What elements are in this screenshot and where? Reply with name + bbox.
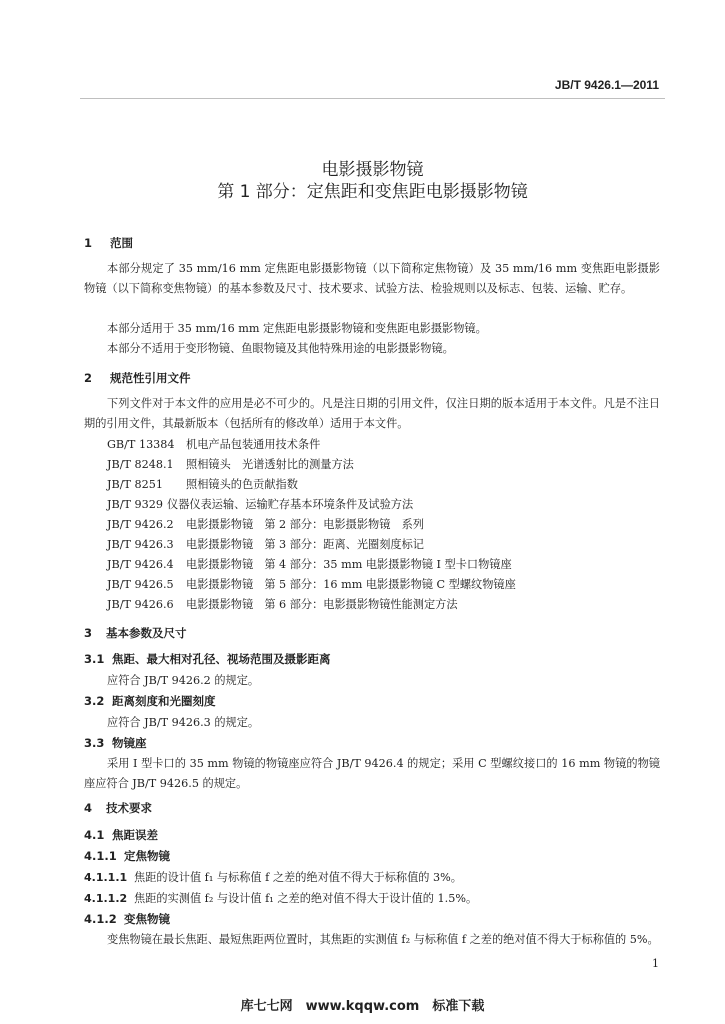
document-subtitle: 第 1 部分：定焦距和变焦距电影摄影物镜 <box>217 182 528 202</box>
section-3-3-heading: 3.3 物镜座 <box>84 736 147 750</box>
section-3-1-text: 应符合 JB/T 9426.2 的规定。 <box>107 674 260 687</box>
footer-watermark: 库七七网 www.kqqw.com 标准下载 <box>240 999 485 1014</box>
section-2-heading: 2 规范性引用文件 <box>84 371 191 385</box>
section-4-1-2-heading: 4.1.2 变焦物镜 <box>84 912 170 926</box>
reference-item: JB/T 9426.6 电影摄影物镜 第 6 部分：电影摄影物镜性能测定方法 <box>107 598 458 611</box>
reference-item: JB/T 9426.4 电影摄影物镜 第 4 部分：35 mm 电影摄影物镜 I 型卡口物镜座 <box>107 558 512 571</box>
section-1-paragraph-1: 本部分规定了 35 mm/16 mm 定焦距电影摄影物镜（以下简称定焦物镜）及 35 mm/16 mm 变焦距电影摄影物镜（以下简称变焦物镜）的基本参数及尺寸、技术要求、试验方法、检验规则以及标志、包装、运输、贮存。 <box>84 262 660 295</box>
section-3-3-text: 采用 I 型卡口的 35 mm 物镜的物镜座应符合 JB/T 9426.4 的规定；采用 C 型螺纹接口的 16 mm 物镜的物镜座应符合 JB/T 9426.5 的规定。 <box>84 757 660 790</box>
section-1-paragraph-3: 本部分不适用于变形物镜、鱼眼物镜及其他特殊用途的电影摄影物镜。 <box>107 342 454 355</box>
section-2-paragraph-1: 下列文件对于本文件的应用是必不可少的。凡是注日期的引用文件，仅注日期的版本适用于本文件。凡是不注日期的引用文件，其最新版本（包括所有的修改单）适用于本文件。 <box>84 397 660 430</box>
section-4-1-1-2: 4.1.1.2 焦距的实测值 f₂ 与设计值 f₁ 之差的绝对值不得大于设计值的 1.5%。 <box>84 892 478 905</box>
reference-item: JB/T 9426.5 电影摄影物镜 第 5 部分：16 mm 电影摄影物镜 C 型螺纹物镜座 <box>107 578 516 591</box>
header-divider <box>80 98 665 99</box>
reference-item: JB/T 8251 照相镜头的色贡献指数 <box>107 478 298 491</box>
standard-code: JB/T 9426.1—2011 <box>554 78 659 92</box>
section-1-heading: 1 范围 <box>84 236 133 250</box>
section-4-1-heading: 4.1 焦距误差 <box>84 828 158 842</box>
reference-item: JB/T 9426.3 电影摄影物镜 第 3 部分：距离、光圈刻度标记 <box>107 538 424 551</box>
reference-item: JB/T 9329 仪器仪表运输、运输贮存基本环境条件及试验方法 <box>107 498 414 511</box>
section-3-2-text: 应符合 JB/T 9426.3 的规定。 <box>107 716 260 729</box>
section-1-paragraph-2: 本部分适用于 35 mm/16 mm 定焦距电影摄影物镜和变焦距电影摄影物镜。 <box>107 322 487 335</box>
reference-item: JB/T 9426.2 电影摄影物镜 第 2 部分：电影摄影物镜 系列 <box>107 518 424 531</box>
section-4-heading: 4 技术要求 <box>84 801 152 815</box>
section-3-heading: 3 基本参数及尺寸 <box>84 626 187 640</box>
section-4-1-1-1: 4.1.1.1 焦距的设计值 f₁ 与标称值 f 之差的绝对值不得大于标称值的 3%。 <box>84 871 462 884</box>
section-4-1-1-heading: 4.1.1 定焦物镜 <box>84 849 170 863</box>
section-3-1-heading: 3.1 焦距、最大相对孔径、视场范围及摄影距离 <box>84 652 331 666</box>
page-number: 1 <box>652 957 659 970</box>
reference-item: JB/T 8248.1 照相镜头 光谱透射比的测量方法 <box>107 458 354 471</box>
section-4-1-2-text: 变焦物镜在最长焦距、最短焦距两位置时，其焦距的实测值 f₂ 与标称值 f 之差的绝对值不得大于标称值的 5%。 <box>107 933 659 946</box>
section-3-2-heading: 3.2 距离刻度和光圈刻度 <box>84 694 216 708</box>
document-title: 电影摄影物镜 <box>321 160 424 180</box>
reference-item: GB/T 13384 机电产品包装通用技术条件 <box>107 438 321 451</box>
